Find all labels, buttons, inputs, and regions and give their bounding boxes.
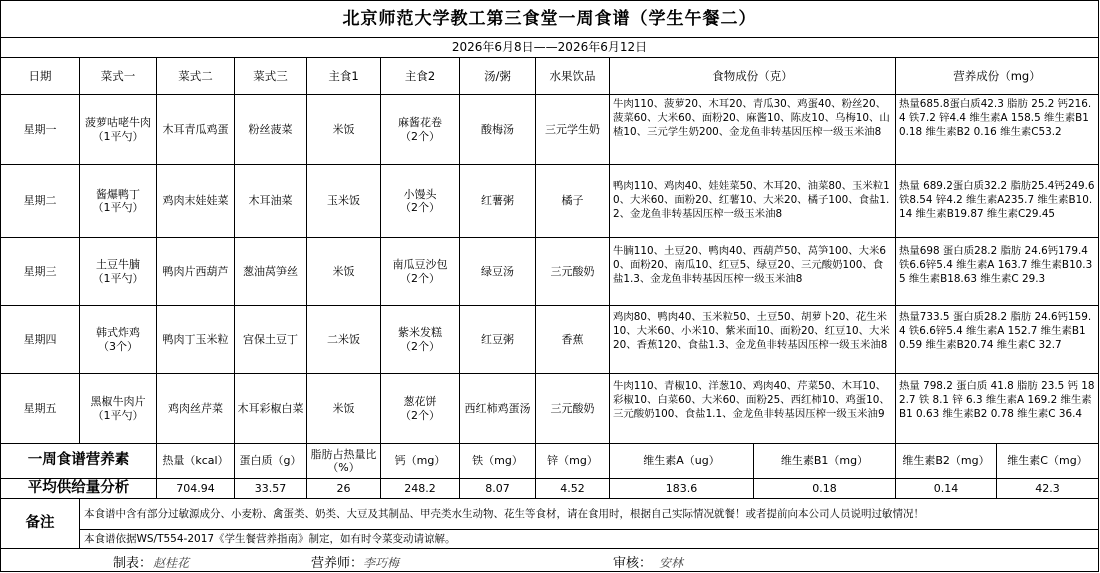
staple1-cell: 玉米饭 xyxy=(307,165,381,238)
summary-name-calcium: 钙（mg） xyxy=(381,444,460,479)
dish1-cell xyxy=(80,306,157,374)
staple1-cell: 二米饭 xyxy=(307,306,381,374)
header-dish1: 菜式一 xyxy=(80,58,157,95)
maker-signature: 赵桂花 xyxy=(153,556,190,570)
summary-value-vitamin-a: 183.6 xyxy=(610,479,754,499)
day-label: 星期四 xyxy=(1,306,80,374)
dish1-cell xyxy=(80,238,157,306)
fruit-cell: 香蕉 xyxy=(536,306,610,374)
dish1-name: 黑椒牛肉片 xyxy=(90,395,146,409)
nutrition-cell: 热量733.5 蛋白质28.2 脂肪 24.6钙159.4 铁6.6锌5.4 维生素A 152.7 维生素B10.59 维生素B20.74 维生素C 32.7 xyxy=(896,306,1098,374)
fruit-cell: 三元学生奶 xyxy=(536,95,610,165)
staple2-cell xyxy=(381,306,460,374)
soup-cell: 西红柿鸡蛋汤 xyxy=(460,374,536,444)
header-staple2: 主食2 xyxy=(381,58,460,95)
header-nutrition: 营养成份（mg） xyxy=(896,58,1098,95)
staple2-portion: （2个） xyxy=(400,201,440,214)
staple2-cell xyxy=(381,238,460,306)
staple2-cell xyxy=(381,374,460,444)
staple2-cell xyxy=(381,165,460,238)
dish1-portion: （3个） xyxy=(98,339,138,353)
ingredients-cell: 牛肉110、青椒10、洋葱10、鸡肉40、芹菜50、木耳10、彩椒10、白菜60、大米60、面粉25、西红柿10、鸡蛋10、三元酸奶100、食盐1.1、金龙鱼非转基因压榨一级玉米油9 xyxy=(610,374,896,444)
summary-name-energy: 热量（kcal） xyxy=(157,444,235,479)
day-label: 星期二 xyxy=(1,165,80,238)
page-title: 北京师范大学教工第三食堂一周食谱（学生午餐二） xyxy=(1,1,1098,38)
dish1-cell xyxy=(80,95,157,165)
summary-value-energy: 704.94 xyxy=(157,479,235,499)
ingredients-cell: 牛腩110、土豆20、鸭肉40、西葫芦50、莴笋100、大米60、面粉20、南瓜10、红豆5、绿豆20、三元酸奶100、食盐1.3、金龙鱼非转基因压榨一级玉米油8 xyxy=(610,238,896,306)
staple2-name: 南瓜豆沙包 xyxy=(392,258,448,272)
nutrition-cell: 热量 798.2 蛋白质 41.8 脂肪 23.5 钙 182.7 铁 8.1 锌 6.3 维生素A 169.2 维生素B1 0.63 维生素B2 0.78 维生素C 36.4 xyxy=(896,374,1098,444)
allergen-note: 本食谱中含有部分过敏源成分、小麦粉、禽蛋类、奶类、大豆及其制品、甲壳类水生动物、花生等食材，请在食用时，根据自己实际情况就餐！或者提前向本公司人员说明过敏情况！ xyxy=(80,499,1098,530)
summary-value-protein: 33.57 xyxy=(235,479,307,499)
dish1-portion: （1平勺） xyxy=(92,129,144,143)
summary-name-protein: 蛋白质（g） xyxy=(235,444,307,479)
dish2-cell: 木耳青瓜鸡蛋 xyxy=(157,95,235,165)
staple1-cell: 米饭 xyxy=(307,95,381,165)
dish1-name: 韩式炸鸡 xyxy=(96,326,140,340)
summary-value-vitamin-c: 42.3 xyxy=(997,479,1098,499)
dish3-cell: 木耳彩椒白菜 xyxy=(235,374,307,444)
summary-label-bottom: 平均供给量分析 xyxy=(1,479,157,499)
summary-name-vitamin-b2: 维生素B2（mg） xyxy=(896,444,997,479)
dish1-portion: （1平勺） xyxy=(92,201,144,214)
standard-note: 本食谱依据WS/T554-2017《学生餐营养指南》制定，如有时令菜变动请谅解。 xyxy=(80,530,1098,549)
header-ingredients: 食物成份（克） xyxy=(610,58,896,95)
staple2-name: 紫米发糕 xyxy=(398,326,442,340)
header-fruit: 水果饮品 xyxy=(536,58,610,95)
dish2-cell: 鸡肉丝芹菜 xyxy=(157,374,235,444)
soup-cell: 红薯粥 xyxy=(460,165,536,238)
ingredients-cell: 鸭肉110、鸡肉40、娃娃菜50、木耳20、油菜80、玉米粒10、大米60、面粉20、红薯10、大米20、橘子100、食盐1.2、金龙鱼非转基因压榨一级玉米油8 xyxy=(610,165,896,238)
summary-name-vitamin-b1: 维生素B1（mg） xyxy=(754,444,896,479)
nutritionist-label: 营养师： xyxy=(311,556,364,571)
day-label: 星期一 xyxy=(1,95,80,165)
staple2-portion: （2个） xyxy=(400,271,440,285)
staple1-cell: 米饭 xyxy=(307,238,381,306)
nutrition-cell: 热量685.8蛋白质42.3 脂肪 25.2 钙216.4 铁7.2 锌4.4 维生素A 158.5 维生素B1 0.18 维生素B2 0.16 维生素C53.2 xyxy=(896,95,1098,165)
date-range: 2026年6月8日——2026年6月12日 xyxy=(1,38,1098,58)
day-label: 星期五 xyxy=(1,374,80,444)
reviewer-signature: 安林 xyxy=(659,556,684,570)
dish2-cell: 鸡肉末娃娃菜 xyxy=(157,165,235,238)
dish1-portion: （1平勺） xyxy=(92,408,144,422)
summary-name-iron: 铁（mg） xyxy=(460,444,536,479)
summary-value-fat-ratio: 26 xyxy=(307,479,381,499)
summary-name-vitamin-a: 维生素A（ug） xyxy=(610,444,754,479)
staple2-cell xyxy=(381,95,460,165)
dish1-cell xyxy=(80,374,157,444)
header-dish3: 菜式三 xyxy=(235,58,307,95)
dish1-name: 酱爆鸭丁 xyxy=(96,187,140,201)
soup-cell: 酸梅汤 xyxy=(460,95,536,165)
dish1-name: 菠萝咕咾牛肉 xyxy=(85,116,151,130)
header-dish2: 菜式二 xyxy=(157,58,235,95)
staple2-name: 麻酱花卷 xyxy=(398,116,442,130)
dish2-cell: 鸭肉丁玉米粒 xyxy=(157,306,235,374)
summary-value-iron: 8.07 xyxy=(460,479,536,499)
fruit-cell: 橘子 xyxy=(536,165,610,238)
dish3-cell: 粉丝菠菜 xyxy=(235,95,307,165)
nutritionist-signature: 李巧梅 xyxy=(363,556,400,570)
staple2-portion: （2个） xyxy=(400,339,440,353)
dish3-cell: 宫保土豆丁 xyxy=(235,306,307,374)
staple2-portion: （2个） xyxy=(400,129,440,143)
summary-value-vitamin-b2: 0.14 xyxy=(896,479,997,499)
nutrition-cell: 热量 689.2蛋白质32.2 脂肪25.4钙249.6 铁8.54 锌4.2 维生素A235.7 维生素B10.14 维生素B19.87 维生素C29.45 xyxy=(896,165,1098,238)
fruit-cell: 三元酸奶 xyxy=(536,374,610,444)
soup-cell: 红豆粥 xyxy=(460,306,536,374)
staple2-name: 葱花饼 xyxy=(403,395,437,409)
staple2-portion: （2个） xyxy=(400,408,440,422)
summary-value-zinc: 4.52 xyxy=(536,479,610,499)
dish1-portion: （1平勺） xyxy=(92,271,144,285)
fruit-cell: 三元酸奶 xyxy=(536,238,610,306)
header-day: 日期 xyxy=(1,58,80,95)
summary-name-fat-ratio: 脂肪占热量比（%） xyxy=(307,444,381,479)
soup-cell: 绿豆汤 xyxy=(460,238,536,306)
maker-label: 制表： xyxy=(113,556,153,571)
staple1-cell: 米饭 xyxy=(307,374,381,444)
ingredients-cell: 牛肉110、菠萝20、木耳20、青瓜30、鸡蛋40、粉丝20、菠菜60、大米60、面粉20、麻酱10、陈皮10、乌梅10、山楂10、三元学生奶200、金龙鱼非转基因压榨一级玉米油8 xyxy=(610,95,896,165)
dish2-cell: 鸭肉片西葫芦 xyxy=(157,238,235,306)
summary-value-vitamin-b1: 0.18 xyxy=(754,479,896,499)
staple2-name: 小馒头 xyxy=(403,187,437,201)
dish3-cell: 葱油莴笋丝 xyxy=(235,238,307,306)
ingredients-cell: 鸡肉80、鸭肉40、玉米粒50、土豆50、胡萝卜20、花生米10、大米60、小米10、紫米面10、面粉20、红豆10、大米20、香蕉120、食盐1.3、金龙鱼非转基因压榨一级玉米油8 xyxy=(610,306,896,374)
dish1-name: 土豆牛腩 xyxy=(96,258,140,272)
dish3-cell: 木耳油菜 xyxy=(235,165,307,238)
summary-value-calcium: 248.2 xyxy=(381,479,460,499)
day-label: 星期三 xyxy=(1,238,80,306)
summary-name-vitamin-c: 维生素C（mg） xyxy=(997,444,1098,479)
dish1-cell xyxy=(80,165,157,238)
summary-label-top: 一周食谱营养素 xyxy=(1,444,157,479)
header-soup: 汤/粥 xyxy=(460,58,536,95)
nutrition-cell: 热量698 蛋白质28.2 脂肪 24.6钙179.4 铁6.6锌5.4 维生素A 163.7 维生素B10.35 维生素B18.63 维生素C 29.3 xyxy=(896,238,1098,306)
summary-name-zinc: 锌（mg） xyxy=(536,444,610,479)
notes-label: 备注 xyxy=(1,499,80,549)
header-staple1: 主食1 xyxy=(307,58,381,95)
reviewer-label: 审核： xyxy=(613,556,653,571)
